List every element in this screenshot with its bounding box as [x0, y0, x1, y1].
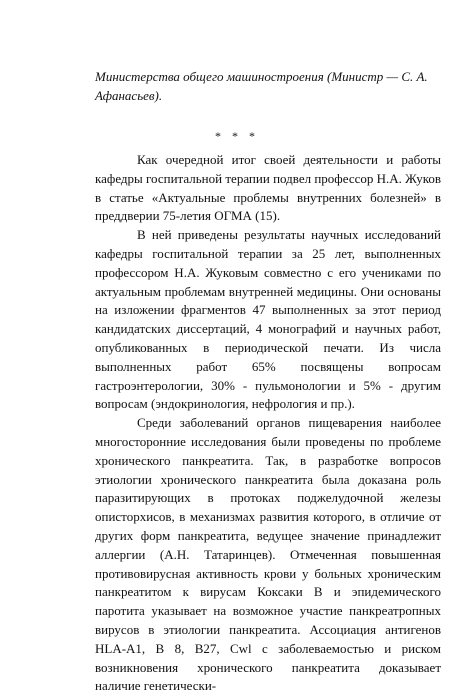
- paragraph-pancreatitis: Среди заболеваний органов пищеварения наиболее многосторонние исследования были проведены по проблеме хронического панкреатита. Так, в разработке вопросов этиологии хронического панкреатита была доказана роль паразитирующих в протоках поджелудочной железы описторхисов, в механизмах развития которого, в отличие от других форм панкреатита, ведущее значение принадлежит аллергии (А.Н. Татаринцев). Отмеченная повышенная противовирусная активность крови у больных хроническим панкреатитом к вирусам Коксаки В и эпидемического паротита указывает на возможное участие панкреатропных вирусов в этиологии панкреатита. Ассоциация антигенов HLA-A1, В 8, В27, Cwl с заболеваемостью и риском возникновения хронического панкреатита доказывает наличие генетически-: [95, 415, 441, 694]
- section-header: [95, 68, 441, 106]
- article-body: [95, 151, 441, 696]
- header-text: Министерства общего машиностроения (Министр — С. А. Афанасьев).: [95, 69, 428, 103]
- section-separator: * * *: [215, 129, 259, 143]
- paragraph-summary: Как очередной итог своей деятельности и работы кафедры госпитальной терапии подвел профессор Н.А. Жуков в статье «Актуальные проблемы внутренних болезней» в преддверии 75-летия ОГМА (15).: [95, 152, 441, 224]
- paragraph-research-results: В ней приведены результаты научных исследований кафедры госпитальной терапии за 25 лет, выполненных профессором Н.А. Жуковым совместно с его учениками по актуальным проблемам внутренней медицины. Они основаны на изложении фрагментов 47 выполненных за этот период кандидатских диссертаций, 4 монографий и научных работ, опубликованных в периодической печати. Из числа выполненных работ 65% посвящены вопросам гастроэнтерологии, 30% - пульмонологии и 5% - другим вопросам (эндокринология, нефрология и пр.).: [95, 227, 441, 412]
